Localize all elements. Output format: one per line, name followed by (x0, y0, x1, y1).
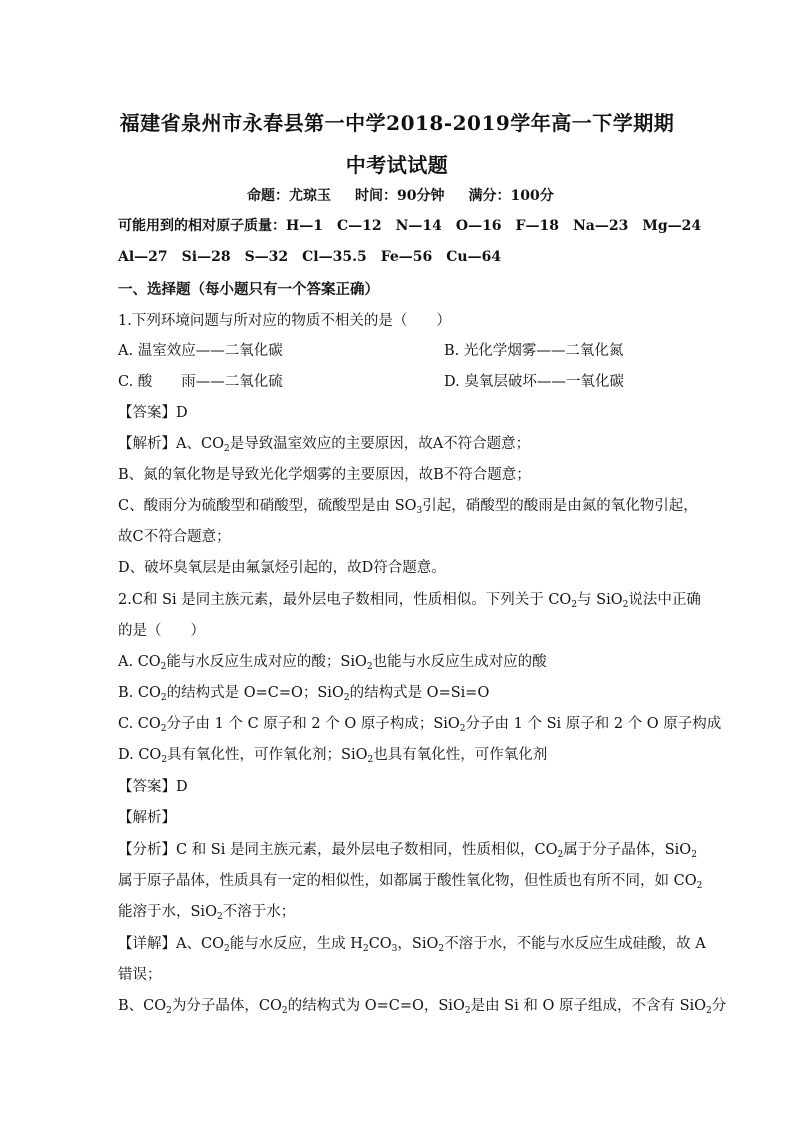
q1-option-c: C. 酸 雨——二氧化硫 (118, 374, 283, 390)
q2-detail-line1: 【详解】A、$CO_2$能与水反应，生成 $H_2CO_3$，SiO$_2$不溶于水，不能与水反应生成硅酸，故 A (118, 936, 706, 954)
q1-option-a: A. 温室效应——二氧化碳 (118, 343, 283, 359)
explanation-label: 【解析】 (118, 436, 176, 452)
q2-analysis-line3: 能溶于水，SiO$_2$不溶于水； (118, 904, 296, 922)
section-heading: 一、选择题（每小题只有一个答案正确） (118, 281, 379, 298)
q1-option-b: B. 光化学烟雾——二氧化氮 (444, 343, 624, 359)
q1-explanation-a: 【解析】A、$CO_2$是导致温室效应的主要原因，故A不符合题意； (118, 436, 531, 454)
q2-analysis-line2: 属于原子晶体，性质具有一定的相似性，如都属于酸性氧化物，但性质也有所不同，如 $CO_2$ (118, 873, 703, 891)
atomic-masses-line1: 可能用到的相对原子质量：H—1 C—12 N—14 O—16 F—18 Na—23 Mg—24 (118, 218, 702, 234)
q2-option-b: B. $CO_2$的结构式是 O=C=O；SiO$_2$的结构式是 O=Si=O (118, 685, 490, 703)
q2-stem-cont: 的是（ ） (118, 623, 205, 639)
q1-option-d: D. 臭氧层破坏——一氧化碳 (444, 374, 624, 390)
atomic-masses-line2: Al—27 Si—28 S—32 Cl—35.5 Fe—56 Cu—64 (118, 249, 502, 265)
q2-explanation-label: 【解析】 (118, 810, 176, 826)
q2-answer: 【答案】D (118, 779, 188, 795)
q1-answer: 【答案】D (118, 405, 188, 421)
q1-explanation-b: B、氮的氧化物是导致光化学烟雾的主要原因，故B不符合题意； (118, 467, 531, 483)
q2-option-d: D. $CO_2$具有氧化性，可作氧化剂；SiO$_2$也具有氧化性，可作氧化剂 (118, 747, 548, 765)
q2-detail-line2: 错误； (118, 967, 162, 983)
exam-meta (247, 186, 554, 206)
q2-detail-line3: B、$CO_2$为分子晶体，$CO_2$的结构式为 O=C=O，SiO$_2$是由 Si 和 O 原子组成，不含有 SiO$_2$分 (118, 998, 727, 1016)
q2-option-a: A. $CO_2$能与水反应生成对应的酸；SiO$_2$也能与水反应生成对应的酸 (118, 654, 547, 672)
q2-analysis-line1: 【分析】C 和 Si 是同主族元素，最外层电子数相同，性质相似，$CO_2$属于分子晶体，SiO$_2$ (118, 842, 697, 860)
q2-option-c: C. $CO_2$分子由 1 个 C 原子和 2 个 O 原子构成；SiO$_2$分子由 1 个 Si 原子和 2 个 O 原子构成 (118, 716, 722, 734)
meta-score: 满分：100分 (468, 188, 554, 204)
q1-explanation-c-cont: 故C不符合题意； (118, 529, 231, 545)
q2-stem: 2.C和 Si 是同主族元素，最外层电子数相同，性质相似。下列关于 $CO_2$与 SiO$_2$说法中正确 (118, 592, 701, 610)
q1-explanation-d: D、破坏臭氧层是由氟氯烃引起的，故D符合题意。 (118, 560, 446, 576)
meta-author: 命题：尤琼玉 (247, 188, 331, 204)
q1-explanation-c: C、酸雨分为硫酸型和硝酸型，硫酸型是由 $SO_3$引起，硝酸型的酸雨是由氮的氧化物引起， (118, 498, 698, 516)
exam-title-line1: 福建省泉州市永春县第一中学2018-2019学年高一下学期期 (119, 111, 675, 135)
q1-stem: 1.下列环境问题与所对应的物质不相关的是（ ） (118, 313, 451, 329)
meta-time: 时间：90分钟 (355, 188, 445, 204)
exam-title-line2: 中考试试题 (345, 153, 449, 177)
